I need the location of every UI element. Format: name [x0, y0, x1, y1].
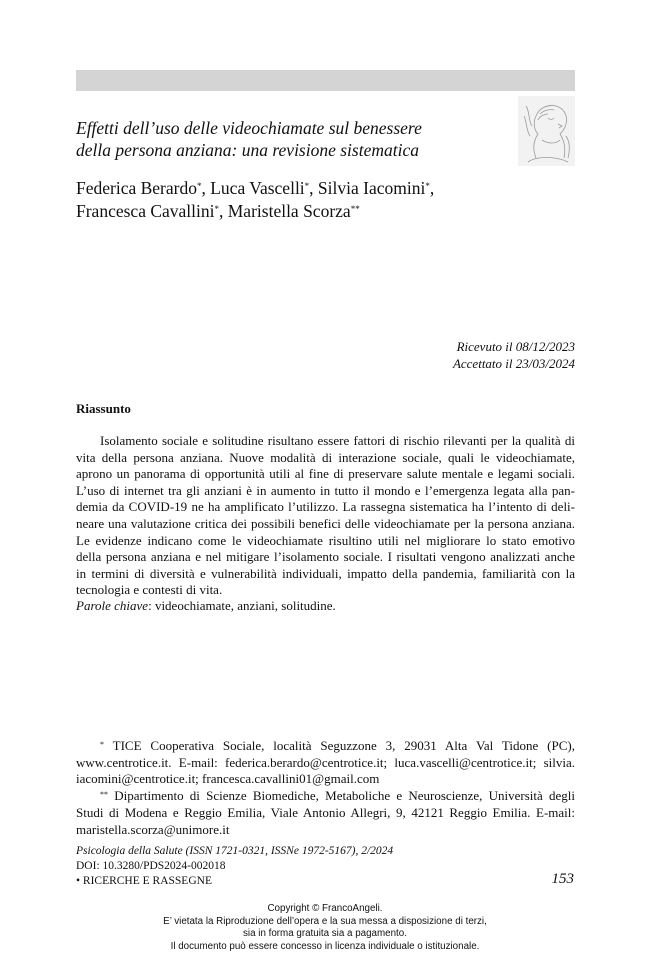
received-date: Ricevuto il 08/12/2023	[456, 339, 575, 354]
footnote-line: maristella.scorza@unimore.it	[76, 821, 230, 837]
title-line-1: Effetti dell’uso delle videochiamate sul benessere	[76, 118, 422, 138]
abstract-line: neare una valutazione critica dei possibili benefici delle videochiamate per la persona anziana.	[76, 515, 575, 531]
abstract-line: demia da COVID-19 ne ha amplificato l’utilizzo. La rassegna sistematica ha l’intento di deli-	[76, 499, 575, 515]
accepted-date: Accettato il 23/03/2024	[452, 356, 575, 371]
author-name: Maristella Scorza	[227, 201, 351, 221]
author-name: Federica Berardo	[76, 178, 197, 198]
copyright-line: sia in forma gratuita sia a pagamento.	[243, 928, 407, 939]
footnotes	[76, 738, 575, 838]
keywords	[76, 598, 336, 614]
portrait-engraving-icon	[518, 96, 575, 166]
abstract-line: della persona anziana e nel mitigare l’isolamento sociale. I risultati vengono analizzati anche	[76, 549, 575, 565]
footnote-line: Studi di Modena e Reggio Emilia, Viale Antonio Allegri, 9, 42121 Reggio Emilia. E-mail:	[76, 804, 575, 820]
abstract-line: aprono un panorama di opportunità utili al fine di preservare salute mentale e legami sociali.	[76, 466, 575, 482]
page-number: 153	[551, 871, 574, 887]
abstract-body	[76, 433, 575, 599]
footnote-line: www.centrotice.it. E-mail: federica.berardo@centrotice.it; luca.vascelli@centrotice.it; silvia.	[76, 754, 575, 770]
author-name: Silvia Iacomini	[317, 178, 426, 198]
journal-citation: Psicologia della Salute (ISSN 1721-0321, ISSNe 1972-5167), 2/2024	[76, 845, 394, 857]
abstract-line: Le evidenze indicano come le videochiamate risultino utili nel migliorare lo stato emotivo	[76, 532, 575, 548]
abstract-line: in termini di diversità e vulnerabilità individuali, impatto della pandemia, familiarità con la	[76, 565, 575, 581]
affiliation-mark: *	[425, 181, 430, 191]
affiliation-mark: *	[196, 181, 202, 191]
header-bar	[76, 70, 575, 91]
affiliation-mark: **	[350, 204, 360, 214]
author-list: Federica Berardo*, Luca Vascelli*, Silvia Iacomini*, Francesca Cavallini*, Maristella Scorza**	[76, 178, 435, 221]
journal-info	[76, 844, 393, 889]
abstract-line: L’uso di internet tra gli anziani è in aumento in tutto il mondo e l’emergenza legata alla pan-	[76, 482, 575, 498]
title-line-2: della persona anziana: una revisione sistematica	[76, 140, 419, 160]
doi: DOI: 10.3280/PDS2024-002018	[76, 860, 226, 872]
author-name: Francesca Cavallini	[76, 201, 215, 221]
keywords-label: Parole chiave	[76, 598, 149, 613]
copyright-line: Copyright © FrancoAngeli.	[267, 903, 383, 914]
abstract-line: Isolamento sociale e solitudine risultano essere fattori di rischio rilevanti per la qualità di	[100, 433, 575, 448]
keywords-text: : videochiamate, anziani, solitudine.	[148, 598, 336, 613]
footnote-mark: **	[100, 790, 108, 800]
footnote-line	[76, 788, 575, 805]
affiliation-mark: *	[304, 181, 310, 191]
footnote-text: TICE Cooperativa Sociale, località Seguzzone 3, 29031 Alta Val Tidone (PC),	[112, 738, 575, 753]
submission-dates	[453, 338, 575, 372]
abstract-line: vita della persona anziana. Nuove modalità di interazione sociale, quali le videochiamate,	[76, 449, 575, 465]
author-name: Luca Vascelli	[210, 178, 305, 198]
footnote-line: iacomini@centrotice.it; francesca.cavallini01@gmail.com	[76, 771, 380, 787]
abstract-line: tecnologia e contesti di vita.	[76, 582, 223, 598]
copyright-line: E’ vietata la Riproduzione dell’opera e la sua messa a disposizione di terzi,	[163, 915, 487, 927]
footnote-text: Dipartimento di Scienze Biomediche, Metaboliche e Neuroscienze, Università degli	[114, 788, 576, 804]
copyright-notice	[0, 903, 650, 953]
copyright-line: Il documento può essere concesso in licenza individuale o istituzionale.	[170, 940, 480, 952]
abstract-heading: Riassunto	[76, 401, 131, 416]
section-label: • RICERCHE E RASSEGNE	[76, 875, 212, 887]
footnote-mark: *	[100, 740, 104, 749]
affiliation-mark: *	[214, 204, 219, 214]
footnote-line	[76, 738, 575, 755]
article-title	[76, 117, 506, 161]
